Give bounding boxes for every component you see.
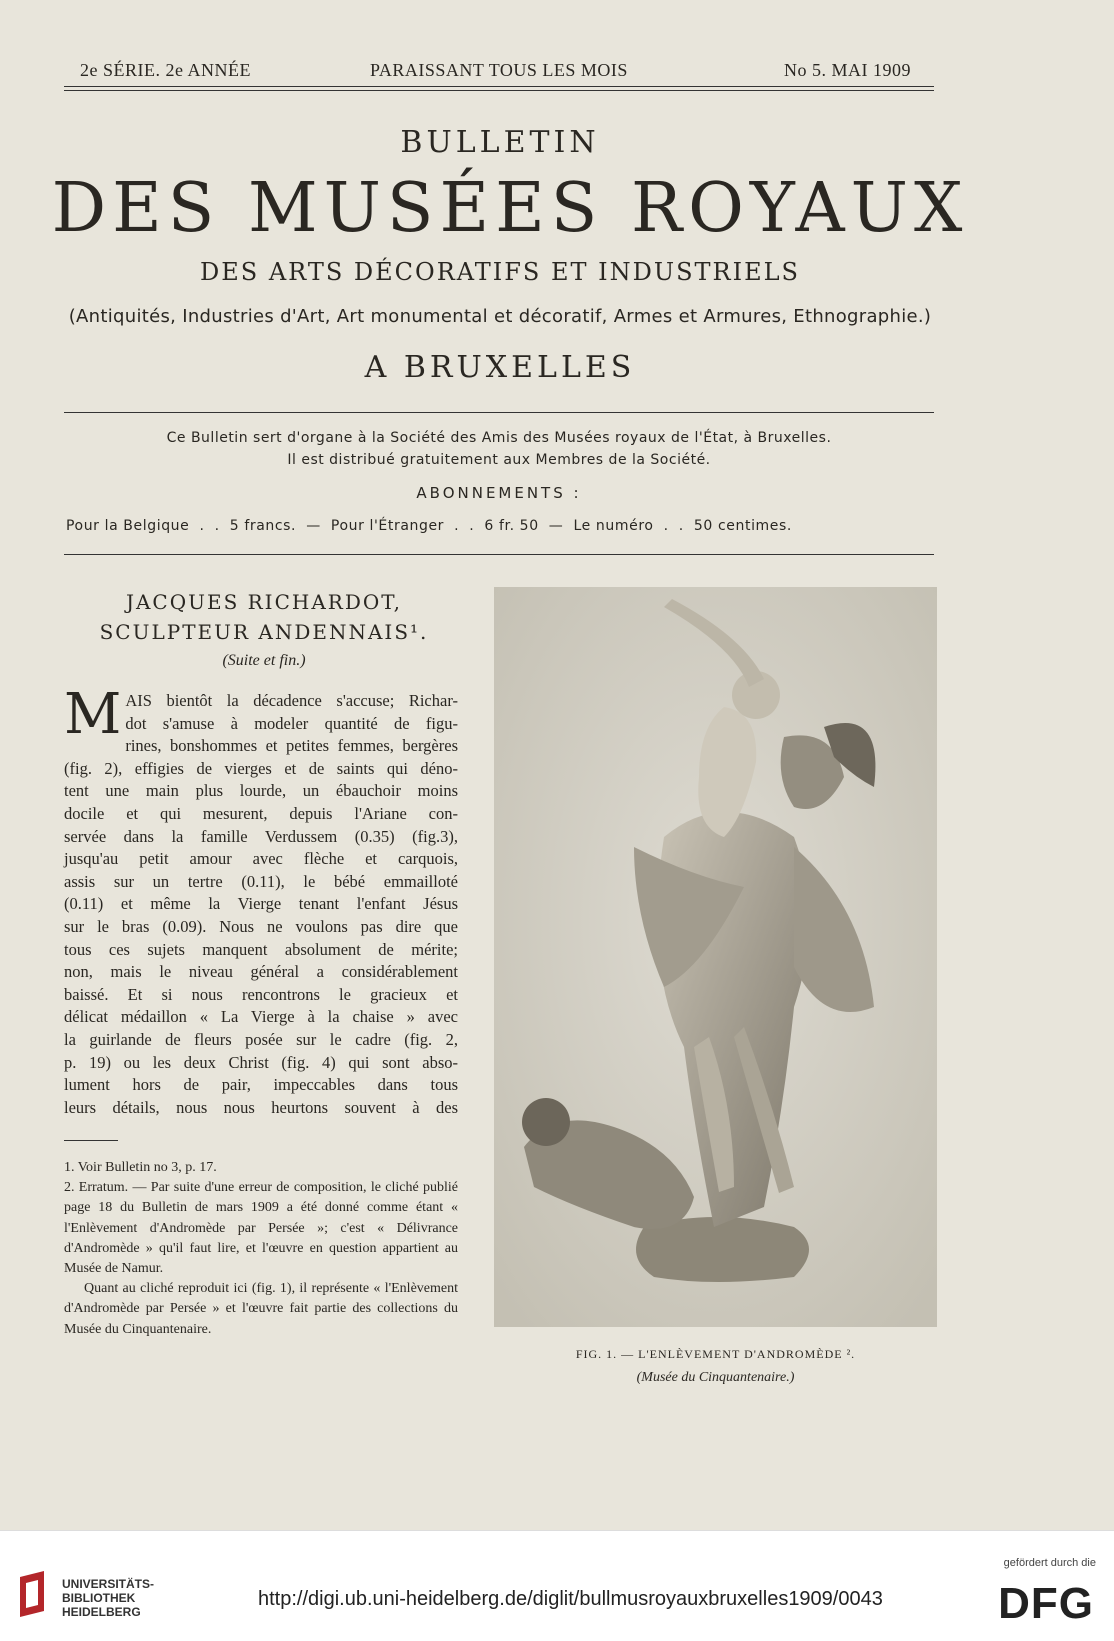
body-line: tous ces sujets manquent absolument de mérite; xyxy=(64,939,458,959)
sculpture-photo xyxy=(494,587,937,1327)
notice-rule-bottom xyxy=(64,554,934,555)
body-line: docile et qui mesurent, depuis l'Ariane con- xyxy=(64,803,458,823)
masthead-title: DES MUSÉES ROYAUX xyxy=(51,169,969,248)
footnote-1: 1. Voir Bulletin no 3, p. 17. xyxy=(64,1160,217,1175)
masthead-city: A BRUXELLES xyxy=(364,350,636,385)
footnote-rule xyxy=(64,1140,118,1141)
masthead-bulletin: BULLETIN xyxy=(400,125,600,160)
series-label: 2e SÉRIE. 2e ANNÉE xyxy=(80,60,251,80)
notice-rule-top xyxy=(64,412,934,413)
permalink[interactable]: http://digi.ub.uni-heidelberg.de/diglit/bullmusroyauxbruxelles1909/0043 xyxy=(258,1588,883,1610)
body-line: baissé. Et si nous rencontrons le gracieux et xyxy=(64,984,458,1004)
library-name-line: BIBLIOTHEK xyxy=(62,1591,136,1605)
notice-line-2: Il est distribué gratuitement aux Membres de la Société. xyxy=(287,452,711,468)
library-name-line: UNIVERSITÄTS- xyxy=(62,1577,155,1591)
body-line: AIS bientôt la décadence s'accuse; Richar- xyxy=(125,691,458,710)
subscription-prices: Pour la Belgique . . 5 francs. — Pour l'Étranger . . 6 fr. 50 — Le numéro . . 50 centimes. xyxy=(66,518,792,534)
body-line: dot s'amuse à modeler quantité de figu- xyxy=(125,713,458,733)
header-rule xyxy=(64,86,934,87)
drop-cap: M xyxy=(64,682,122,747)
footnote-2: 2. Erratum. — Par suite d'une erreur de composition, le cliché publié page 18 du Bulletin de mars 1909 a été donné comme étant « l'Enlèvement d'Andromède par Persée »; c'est « Délivrance d'Andromède » qu'il faut lire, et l'œuvre en question appartient au Musée de Namur. xyxy=(64,1180,458,1277)
body-line: rines, bonshommes et petites femmes, bergères xyxy=(125,736,458,756)
article-title-1: JACQUES RICHARDOT, xyxy=(125,590,403,614)
sculpture-illustration xyxy=(494,587,937,1327)
notice-line-1: Ce Bulletin sert d'organe à la Société des Amis des Musées royaux de l'État, à Bruxelles. xyxy=(166,430,832,446)
body-line: assis sur un tertre (0.11), le bébé emmailloté xyxy=(64,871,458,891)
body-line: délicat médaillon « La Vierge à la chaise » avec xyxy=(64,1007,458,1027)
digitization-footer xyxy=(0,1530,1114,1641)
footnotes xyxy=(64,1158,458,1340)
body-line: servée dans la famille Verdussem (0.35) (fig.3), xyxy=(64,826,458,846)
issue-label: No 5. MAI 1909 xyxy=(784,60,911,80)
university-library-logo xyxy=(16,1571,52,1621)
figure-credit: (Musée du Cinquantenaire.) xyxy=(636,1370,795,1385)
body-line: leurs détails, nous nous heurtons souvent à des xyxy=(64,1097,458,1117)
masthead-topics: (Antiquités, Industries d'Art, Art monumental et décoratif, Armes et Armures, Ethnographie.) xyxy=(68,306,932,327)
article-body xyxy=(64,682,458,1119)
body-line: non, mais le niveau général a considérablement xyxy=(64,962,458,982)
footnote-3: Quant au cliché reproduit ici (fig. 1), il représente « l'Enlèvement d'Andromède par Persée » et l'œuvre fait partie des collections du Musée du Cinquantenaire. xyxy=(64,1281,458,1337)
subscriptions-heading: ABONNEMENTS : xyxy=(416,484,582,502)
funding-label: gefördert durch die xyxy=(1003,1557,1096,1569)
frequency-label: PARAISSANT TOUS LES MOIS xyxy=(370,60,628,80)
article-subtitle: (Suite et fin.) xyxy=(222,652,306,669)
body-line: p. 19) ou les deux Christ (fig. 4) qui sont abso- xyxy=(64,1052,458,1072)
body-line: lument hors de pair, impeccables dans tous xyxy=(64,1075,458,1095)
library-name xyxy=(62,1577,154,1619)
masthead-subtitle: DES ARTS DÉCORATIFS ET INDUSTRIELS xyxy=(200,258,800,286)
header-rule-thin xyxy=(64,90,934,91)
body-line: jusqu'au petit amour avec flèche et carquois, xyxy=(64,849,458,869)
article-title-2: SCULPTEUR ANDENNAIS¹. xyxy=(99,620,429,644)
body-line: (0.11) et même la Vierge tenant l'enfant Jésus xyxy=(64,894,458,914)
body-line: la guirlande de fleurs posée sur le cadre (fig. 2, xyxy=(64,1029,458,1049)
body-line: (fig. 2), effigies de vierges et de saints qui déno- xyxy=(64,758,458,778)
body-line: tent une main plus lourde, un ébauchoir moins xyxy=(64,781,458,801)
library-name-line: HEIDELBERG xyxy=(62,1605,141,1619)
figure-caption: FIG. 1. — L'ENLÈVEMENT D'ANDROMÈDE ². xyxy=(575,1347,856,1361)
body-line: sur le bras (0.09). Nous ne voulons pas dire que xyxy=(64,916,458,936)
dfg-logo: DFG xyxy=(998,1579,1094,1628)
